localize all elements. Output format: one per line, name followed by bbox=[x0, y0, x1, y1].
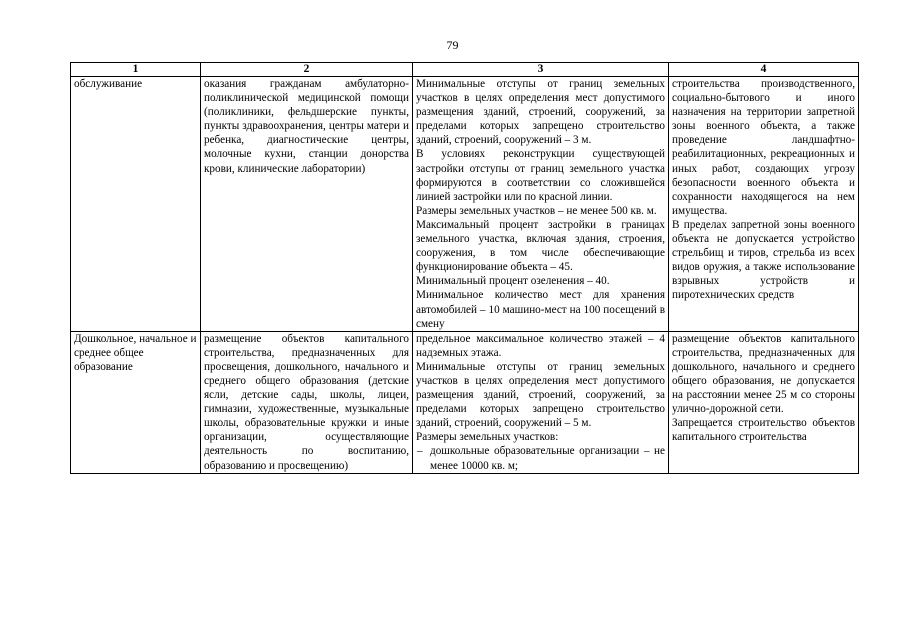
restriction-paragraph: Запрещается строительство объектов капитального строительства bbox=[672, 417, 855, 444]
restrictions-cell bbox=[669, 331, 859, 473]
parameter-paragraph: Размеры земельных участков: bbox=[416, 431, 559, 444]
parameter-paragraph: В условиях реконструкции существующей застройки отступы от границ земельного участка формируются в соответствии со сложившейся линией застройки или по красной линии. bbox=[416, 148, 665, 203]
parameter-paragraph: Максимальный процент застройки в границах земельного участка, включая здания, строения, сооружения, в том числе обеспечивающие функционирование объекта – 45. bbox=[416, 218, 665, 274]
list-item: – дошкольные образовательные организации – не менее 10000 кв. м; bbox=[430, 444, 665, 472]
restriction-paragraph: размещение объектов капитального строительства, предназначенных для дошкольного, начального и среднего общего образования, не допускается на расстоянии менее 25 м со стороны улично-дорожной сети. bbox=[672, 332, 855, 416]
use-type-cell: Дошкольное, начальное и среднее общее образование bbox=[71, 331, 201, 473]
parameter-paragraph: Минимальное количество мест для хранения автомобилей – 10 машино-мест на 100 посещений в смену bbox=[416, 289, 665, 330]
column-header-3: 3 bbox=[413, 63, 669, 77]
column-header-1: 1 bbox=[71, 63, 201, 77]
table-row bbox=[71, 77, 859, 332]
use-type-cell: обслуживание bbox=[71, 77, 201, 332]
parameter-paragraph: Минимальный процент озеленения – 40. bbox=[416, 275, 610, 288]
regulations-table bbox=[70, 62, 859, 474]
column-header-2: 2 bbox=[201, 63, 413, 77]
table-header-row bbox=[71, 63, 859, 77]
column-header-4: 4 bbox=[669, 63, 859, 77]
restriction-paragraph: строительства производственного, социально-бытового и иного назначения на территории запретной зоны военного объекта, а также проведение ландшафтно-реабилитационных, рекреационных и иных работ, создающих угрозу безопасности военного объекта и сохранности находящегося на нем имущества. bbox=[672, 78, 855, 217]
table-row bbox=[71, 331, 859, 473]
use-description-cell: оказания гражданам амбулаторно-поликлинической медицинской помощи (поликлиники, фельдшерские пункты, пункты здравоохранения, центры матери и ребенка, диагностические центры, молочные кухни, станции донорства крови, клинические лаборатории) bbox=[201, 77, 413, 332]
use-description-cell: размещение объектов капитального строительства, предназначенных для просвещения, дошкольного, начального и среднего общего образования (детские ясли, детские сады, школы, лицеи, гимназии, художественные, музыкальные школы, образовательные кружки и иные организации, осуществляющие деятельность по воспитанию, образованию и просвещению) bbox=[201, 331, 413, 473]
parameter-paragraph: Размеры земельных участков – не менее 500 кв. м. bbox=[416, 204, 657, 217]
parameter-paragraph: Минимальные отступы от границ земельных участков в целях определения мест допустимого размещения зданий, строений, сооружений, за пределами которых запрещено строительство зданий, строений, сооружений – 3 м. bbox=[416, 78, 665, 147]
restrictions-cell bbox=[669, 77, 859, 332]
restriction-paragraph: В пределах запретной зоны военного объекта не допускается устройство стрельбищ и тиров, стрельба из всех видов оружия, а также использование взрывных устройств и пиротехнических средств bbox=[672, 218, 855, 302]
parameters-cell bbox=[413, 77, 669, 332]
parameter-paragraph: предельное максимальное количество этажей – 4 надземных этажа. bbox=[416, 332, 665, 359]
parameter-list bbox=[416, 444, 665, 472]
parameter-paragraph: Минимальные отступы от границ земельных участков в целях определения мест допустимого размещения зданий, строений, сооружений, за пределами которых запрещено строительство зданий, строений, сооружений – 5 м. bbox=[416, 360, 665, 430]
parameters-cell bbox=[413, 331, 669, 473]
page-number: 79 bbox=[446, 38, 459, 52]
